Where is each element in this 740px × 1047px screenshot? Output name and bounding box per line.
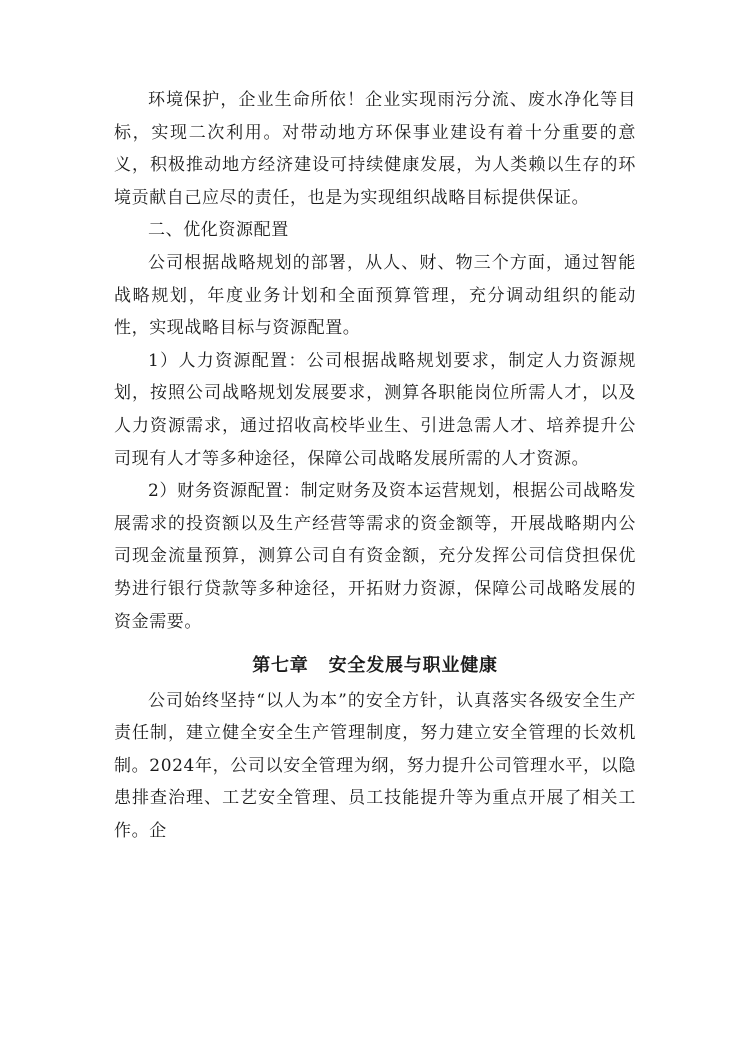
document-body <box>114 84 636 848</box>
paragraph-human-resources: 1）人力资源配置：公司根据战略规划要求，制定人力资源规划，按照公司战略规划发展要求，测算各职能岗位所需人才，以及人力资源需求，通过招收高校毕业生、引进急需人才、培养提升公司现有人才等多种途径，保障公司战略发展所需的人才资源。 <box>114 350 636 469</box>
chapter-heading <box>114 650 636 683</box>
paragraph-environmental-protection: 环境保护，企业生命所依！企业实现雨污分流、废水净化等目标，实现二次利用。对带动地方环保事业建设有着十分重要的意义，积极推动地方经济建设可持续健康发展，为人类赖以生存的环境贡献自己应尽的责任，也是为实现组织战略目标提供保证。 <box>114 90 636 208</box>
chapter-title: 安全发展与职业健康 <box>328 655 498 677</box>
paragraph-safety-policy: 公司始终坚持“以人为本”的安全方针，认真落实各级安全生产责任制，建立健全安全生产管理制度，努力建立安全管理的长效机制。2024年，公司以安全管理为纲，努力提升公司管理水平，以隐患排查治理、工艺安全管理、员工技能提升等为重点开展了相关工作。企 <box>114 690 636 842</box>
section-heading-resource-allocation: 二、优化资源配置 <box>148 220 289 241</box>
paragraph-resource-overview: 公司根据战略规划的部署，从人、财、物三个方面，通过智能战略规划，年度业务计划和全面预算管理，充分调动组织的能动性，实现战略目标与资源配置。 <box>114 252 636 339</box>
paragraph-financial-resources: 2）财务资源配置：制定财务及资本运营规划，根据公司战略发展需求的投资额以及生产经营等需求的资金额等，开展战略期内公司现金流量预算，测算公司自有资金额，充分发挥公司信贷担保优势进行银行贷款等多种途径，开拓财力资源，保障公司战略发展的资金需要。 <box>114 481 636 632</box>
chapter-number: 第七章 <box>252 655 309 677</box>
